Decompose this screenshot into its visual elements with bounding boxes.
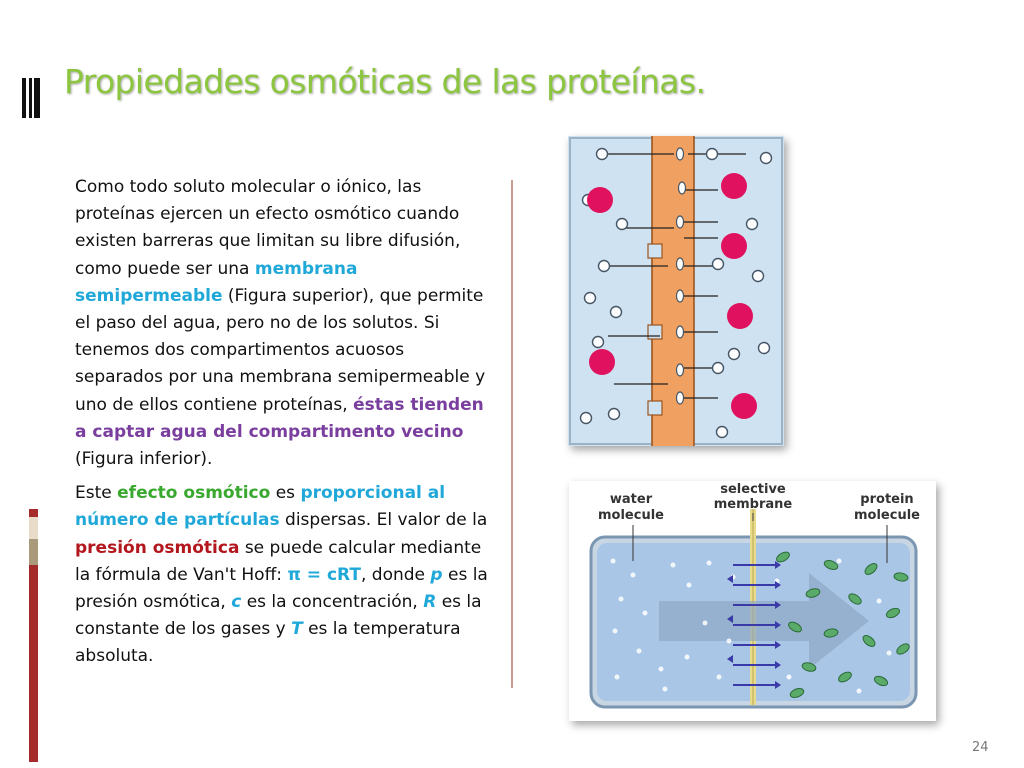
label-membrane-line1: selective — [720, 482, 786, 497]
column-divider-line — [511, 180, 513, 688]
semipermeable-membrane-figure — [568, 136, 784, 446]
keyword-efecto-osmotico: efecto osmótico — [117, 483, 271, 504]
left-color-stripe — [29, 509, 38, 762]
stripe-segment-tan — [29, 539, 38, 565]
text-span: Este — [75, 483, 118, 504]
text-span: es la temperatura absoluta. — [75, 619, 461, 667]
variable-R: R — [423, 592, 437, 613]
paragraph-2 — [75, 480, 495, 670]
label-water-line1: water — [609, 492, 653, 507]
text-span: (Figura inferior). — [75, 449, 213, 470]
stripe-segment-cream — [29, 517, 38, 539]
membrane-illustration — [568, 136, 784, 446]
body-text — [75, 174, 495, 678]
title-decoration-bars — [22, 78, 40, 118]
label-membrane-line2: membrane — [713, 497, 793, 512]
osmosis-container-figure — [569, 481, 936, 721]
text-span: es la presión osmótica, — [75, 564, 488, 613]
slide-title: Propiedades osmóticas de las proteínas. — [64, 62, 706, 101]
keyword-presion-osmotica: presión osmótica — [75, 537, 240, 558]
label-protein-line1: protein — [860, 492, 914, 507]
text-span: Como todo soluto molecular o iónico, las proteínas ejercen un efecto osmótico cuando existen barreras que limitan su libre difusión, como puede ser una — [75, 177, 461, 279]
keyword-captar-agua: éstas tienden a captar agua del compartimento vecino — [75, 394, 484, 442]
vant-hoff-formula: π = cRT — [287, 564, 361, 585]
label-water-line2: molecule — [598, 508, 664, 523]
variable-p: p — [430, 564, 443, 585]
page-number: 24 — [972, 740, 989, 755]
stripe-segment-red-long — [29, 565, 38, 762]
text-span: se puede calcular mediante la fórmula de Van't Hoff: — [75, 537, 482, 585]
variable-T: T — [291, 619, 303, 640]
variable-c: c — [231, 592, 242, 613]
osmosis-illustration — [569, 481, 936, 721]
label-protein-line2: molecule — [854, 508, 920, 523]
text-span: es — [270, 483, 301, 504]
text-span: es la concentración, — [241, 592, 424, 613]
keyword-proporcional: proporcional al número de partículas — [75, 483, 446, 531]
text-span: es la constante de los gases y — [75, 592, 482, 640]
paragraph-1 — [75, 174, 495, 473]
text-span: , donde — [360, 564, 431, 585]
text-span: (Figura superior), que permite el paso del agua, pero no de los solutos. Si tenemos dos compartimentos acuosos separados por una membrana semipermeable y uno de ellos contiene proteínas, — [75, 285, 486, 415]
text-span: dispersas. El valor de la — [279, 510, 488, 531]
stripe-segment-red-top — [29, 509, 38, 517]
keyword-membrana-semipermeable: membrana semipermeable — [75, 258, 358, 306]
